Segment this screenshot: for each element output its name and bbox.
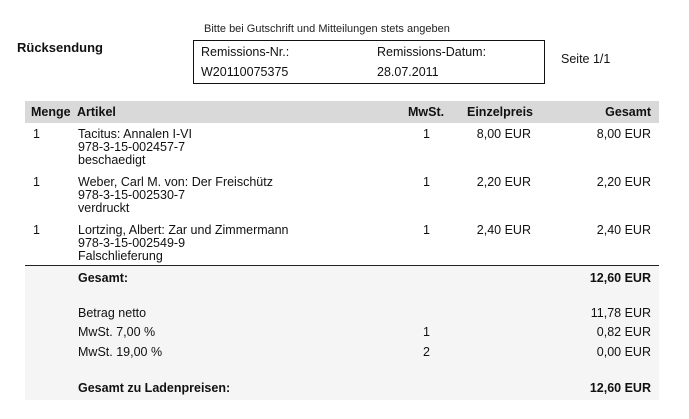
document-title: Rücksendung <box>17 40 103 55</box>
row-vat: 1 <box>423 175 430 189</box>
row-reason: Falschlieferung <box>78 249 163 263</box>
vat-7-code: 1 <box>423 325 430 339</box>
net-amount-label: Betrag netto <box>78 306 147 320</box>
vat-19-code: 2 <box>423 345 430 359</box>
col-header-total: Gesamt <box>605 105 651 119</box>
row-vat: 1 <box>423 127 430 141</box>
row-unit-price: 2,20 EUR <box>476 175 531 189</box>
row-isbn: 978-3-15-002457-7 <box>78 140 186 154</box>
row-reason: beschaedigt <box>78 153 146 167</box>
vat-19-label: MwSt. 19,00 % <box>78 345 163 359</box>
col-header-vat: MwSt. <box>408 105 445 119</box>
row-title: Lortzing, Albert: Zar und Zimmermann <box>78 223 289 237</box>
row-unit-price: 8,00 EUR <box>476 127 531 141</box>
row-total: 8,00 EUR <box>596 127 651 141</box>
col-header-article: Artikel <box>77 105 116 119</box>
total-label: Gesamt: <box>78 271 129 285</box>
row-reason: verdruckt <box>78 201 130 215</box>
row-qty: 1 <box>33 223 40 237</box>
row-qty: 1 <box>33 127 40 141</box>
remission-number: W20110075375 <box>201 65 289 79</box>
row-vat: 1 <box>423 223 430 237</box>
row-total: 2,40 EUR <box>596 223 651 237</box>
remission-date-label: Remissions-Datum: <box>377 45 487 59</box>
row-total: 2,20 EUR <box>596 175 651 189</box>
remission-number-label: Remissions-Nr.: <box>201 45 290 59</box>
row-title: Weber, Carl M. von: Der Freischütz <box>78 175 273 189</box>
page-number: Seite 1/1 <box>561 52 611 66</box>
row-isbn: 978-3-15-002530-7 <box>78 188 186 202</box>
remission-info-box <box>193 40 545 84</box>
row-title: Tacitus: Annalen I-VI <box>78 127 192 141</box>
row-qty: 1 <box>33 175 40 189</box>
vat-19-value: 0,00 EUR <box>596 345 651 359</box>
reference-note: Bitte bei Gutschrift und Mitteilungen stets angeben <box>204 23 450 35</box>
remission-date: 28.07.2011 <box>377 65 439 79</box>
net-amount-value: 11,78 EUR <box>590 306 651 320</box>
shop-total-value: 12,60 EUR <box>589 381 651 395</box>
col-header-unit-price: Einzelpreis <box>467 105 533 119</box>
vat-7-value: 0,82 EUR <box>596 325 651 339</box>
row-isbn: 978-3-15-002549-9 <box>78 236 186 250</box>
table-divider <box>25 265 659 266</box>
row-unit-price: 2,40 EUR <box>476 223 531 237</box>
total-value: 12,60 EUR <box>589 271 651 285</box>
col-header-qty: Menge <box>31 105 71 119</box>
vat-7-label: MwSt. 7,00 % <box>78 325 156 339</box>
table-header <box>25 101 659 123</box>
shop-total-label: Gesamt zu Ladenpreisen: <box>78 381 231 395</box>
